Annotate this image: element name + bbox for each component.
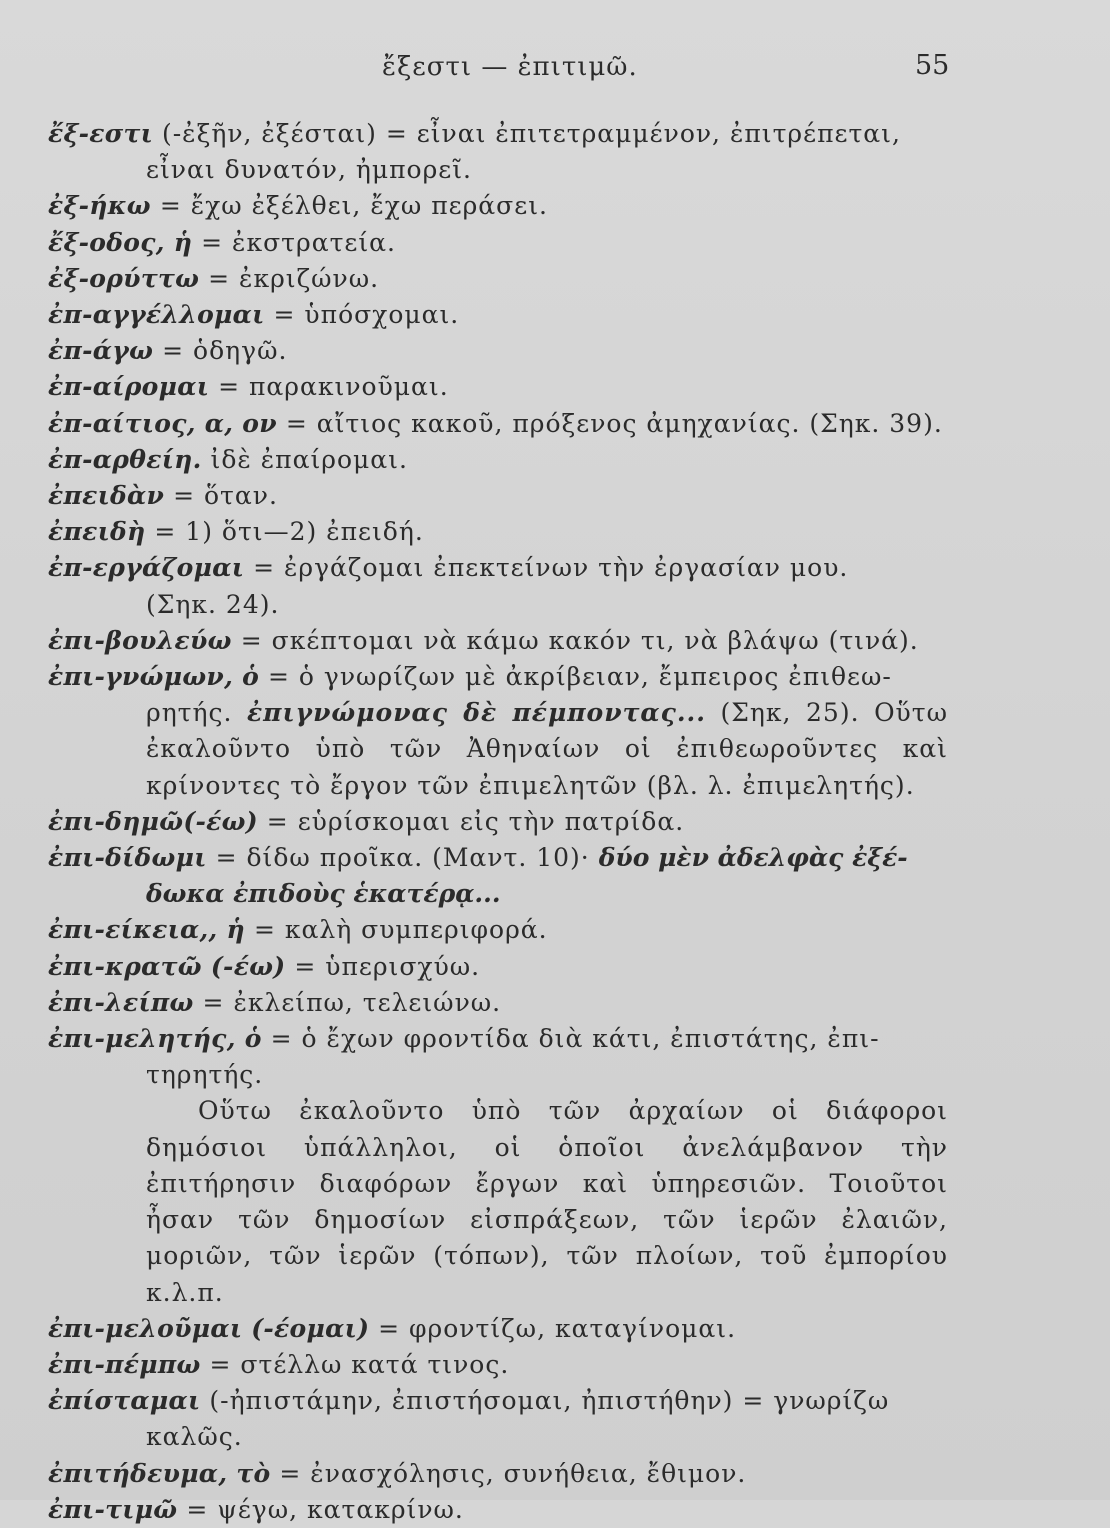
entry-lemma: ἔξ-εστι [48, 119, 154, 148]
entry-definition: (-ἠπιστάμην, ἐπιστήσομαι, ἠπιστήθην) = γνωρίζω [200, 1386, 890, 1416]
entry-lemma: ἐπιτήδευμα, τὸ [48, 1458, 271, 1488]
entry-definition: = ὅταν. [164, 481, 278, 511]
entry-definition: = 1) ὅτι—2) ἐπειδή. [145, 517, 424, 547]
entry-lemma: ἐξ-ορύττω [48, 263, 200, 293]
entry [48, 659, 948, 804]
entry-definition: = ὁ γνωρίζων μὲ ἀκρίβειαν, ἔμπειρος ἐπιθεω- [259, 662, 892, 692]
entry-definition: = ἐργάζομαι ἐπεκτείνων τὴν ἐργασίαν μου. [244, 553, 849, 583]
entry [48, 1347, 948, 1383]
entry [48, 514, 948, 550]
entry-definition: = ψέγω, κατακρίνω. [177, 1494, 464, 1524]
entry-lemma: ἐπι-είκεια,, ἡ [48, 915, 246, 945]
entry [48, 369, 948, 405]
entry [48, 912, 948, 948]
running-head: ἔξεστι — ἐπιτιμῶ. [382, 52, 638, 82]
entry [48, 1456, 948, 1492]
page-number: 55 [915, 50, 950, 81]
entry-definition: = παρακινοῦμαι. [209, 372, 449, 402]
entry-lemma: ἐπι-γνώμων, ὁ [48, 662, 260, 692]
entry-lemma: ἐπ-αρθείη. [48, 444, 202, 474]
entry-definition: = εὑρίσκομαι εἰς τὴν πατρίδα. [257, 806, 685, 836]
entry-citation-continuation: δωκα ἐπιδοὺς ἑκατέρᾳ... [146, 879, 501, 909]
entry [48, 550, 948, 622]
entry-citation: δύο μὲν ἀδελφὰς ἐξέ- [598, 843, 908, 873]
entry [48, 1492, 948, 1528]
entry-lemma: ἐπι-δημῶ(-έω) [48, 806, 258, 836]
entry-definition: = ὑπερισχύω. [285, 951, 481, 981]
entry-definition: = στέλλω κατά τινος. [200, 1349, 510, 1379]
entry-definition: = αἴτιος κακοῦ, πρόξενος ἀμηχανίας. (Σηκ. 39). [276, 408, 943, 438]
entry-definition: = ἐνασχόλησις, συνήθεια, ἔθιμον. [270, 1458, 747, 1488]
entry-definition: = δίδω προῖκα. (Μαντ. 10)· [206, 843, 599, 873]
entry-lemma: ἐπίσταμαι [48, 1386, 201, 1416]
entry-lemma: ἐξ-ήκω [48, 191, 151, 221]
entry-lemma: ἐπ-αγγέλλομαι [48, 300, 265, 330]
entry-lemma: ἐπ-εργάζομαι [48, 553, 245, 583]
entry [48, 297, 948, 333]
entry-lemma: ἐπ-αίρομαι [48, 372, 210, 402]
entry-citation: ἐπιγνώμονας δὲ πέμποντας... [246, 698, 706, 728]
entry-definition: = ὁδηγῶ. [153, 336, 288, 366]
entry-paragraph: Οὕτω ἐκαλοῦντο ὑπὸ τῶν ἀρχαίων οἱ διάφοροι δημόσιοι ὑπάλληλοι, οἱ ὁποῖοι ἀνελάμβανον τὴν ἐπιτήρησιν διαφόρων ἔργων καὶ ὑπηρεσιῶν. Τοιοῦτοι ἦσαν τῶν δημοσίων εἰσπράξεων, τῶν ἱερῶν ἐλαιῶν, μοριῶν, τῶν ἱερῶν (τόπων), τῶν πλοίων, τοῦ ἐμπορίου κ.λ.π. [146, 1096, 948, 1307]
entry-lemma: ἐπι-μελοῦμαι (-έομαι) [48, 1313, 370, 1343]
entry [48, 261, 948, 297]
entry [48, 1383, 948, 1455]
entry [48, 478, 948, 514]
entry [48, 333, 948, 369]
entry-definition: = ἐκλείπω, τελειώνω. [193, 987, 502, 1017]
entry-lemma: ἐπι-μελητής, ὁ [48, 1024, 262, 1054]
entry-definition: = ὁ ἔχων φροντίδα διὰ κάτι, ἐπιστάτης, ἐπι- [261, 1024, 880, 1054]
entry-lemma: ἐπ-άγω [48, 336, 154, 366]
entry-continuation-end: (Σηκ, 25). Οὕτω ἐκαλοῦντο ὑπὸ τῶν Ἀθηναίων οἱ ἐπιθεωροῦντες καὶ κρίνοντες τὸ ἔργον τῶν ἐπιμελητῶν (βλ. λ. ἐπιμελητής). [146, 698, 948, 800]
entry-definition: ἰδὲ ἐπαίρομαι. [201, 444, 408, 474]
entry-lemma: ἐπι-δίδωμι [48, 843, 207, 873]
entry [48, 949, 948, 985]
entry [48, 804, 948, 840]
entry [48, 442, 948, 478]
entry-lemma: ἐπι-πέμπω [48, 1349, 201, 1379]
page-header [0, 52, 1110, 92]
glossary-entries [48, 116, 948, 1528]
entry-lemma: ἐπειδὰν [48, 481, 165, 511]
entry-definition: = ἐκριζώνω. [199, 263, 380, 293]
entry-lemma: ἔξ-οδος, ἡ [48, 227, 193, 257]
entry [48, 985, 948, 1021]
entry [48, 840, 948, 912]
entry [48, 225, 948, 261]
entry [48, 1311, 948, 1347]
entry-continuation: τηρητής. [146, 1060, 264, 1090]
entry-lemma: ἐπι-βουλεύω [48, 625, 232, 655]
entry [48, 623, 948, 659]
entry-lemma: ἐπι-κρατῶ (-έω) [48, 951, 286, 981]
entry-lemma: ἐπι-τιμῶ [48, 1494, 178, 1524]
entry-continuation [48, 695, 948, 804]
entry-definition: = σκέπτομαι νὰ κάμω κακόν τι, νὰ βλάψω (τινά). [231, 625, 919, 655]
entry [48, 1021, 948, 1311]
entry-definition: = καλὴ συμπεριφορά. [245, 915, 548, 945]
entry-continuation: καλῶς. [146, 1422, 243, 1452]
entry-definition: = φροντίζω, καταγίνομαι. [369, 1313, 737, 1343]
entry-definition: = ἔχω ἐξέλθει, ἔχω περάσει. [150, 191, 548, 221]
entry-definition: = ἐκστρατεία. [192, 227, 396, 257]
entry-lemma: ἐπι-λείπω [48, 987, 194, 1017]
entry [48, 116, 948, 188]
entry-continuation: (Σηκ. 24). [146, 589, 280, 619]
entry-continuation: εἶναι δυνατόν, ἠμπορεῖ. [146, 155, 472, 185]
entry-continuation-start: ρητής. [146, 698, 247, 728]
entry-lemma: ἐπειδὴ [48, 517, 146, 547]
entry [48, 188, 948, 224]
entry-lemma: ἐπ-αίτιος, α, ον [48, 408, 277, 438]
entry [48, 406, 948, 442]
entry-definition: = ὑπόσχομαι. [264, 300, 460, 330]
entry-definition: (-ἐξῆν, ἐξέσται) = εἶναι ἐπιτετραμμένον, ἐπιτρέπεται, [153, 119, 901, 148]
